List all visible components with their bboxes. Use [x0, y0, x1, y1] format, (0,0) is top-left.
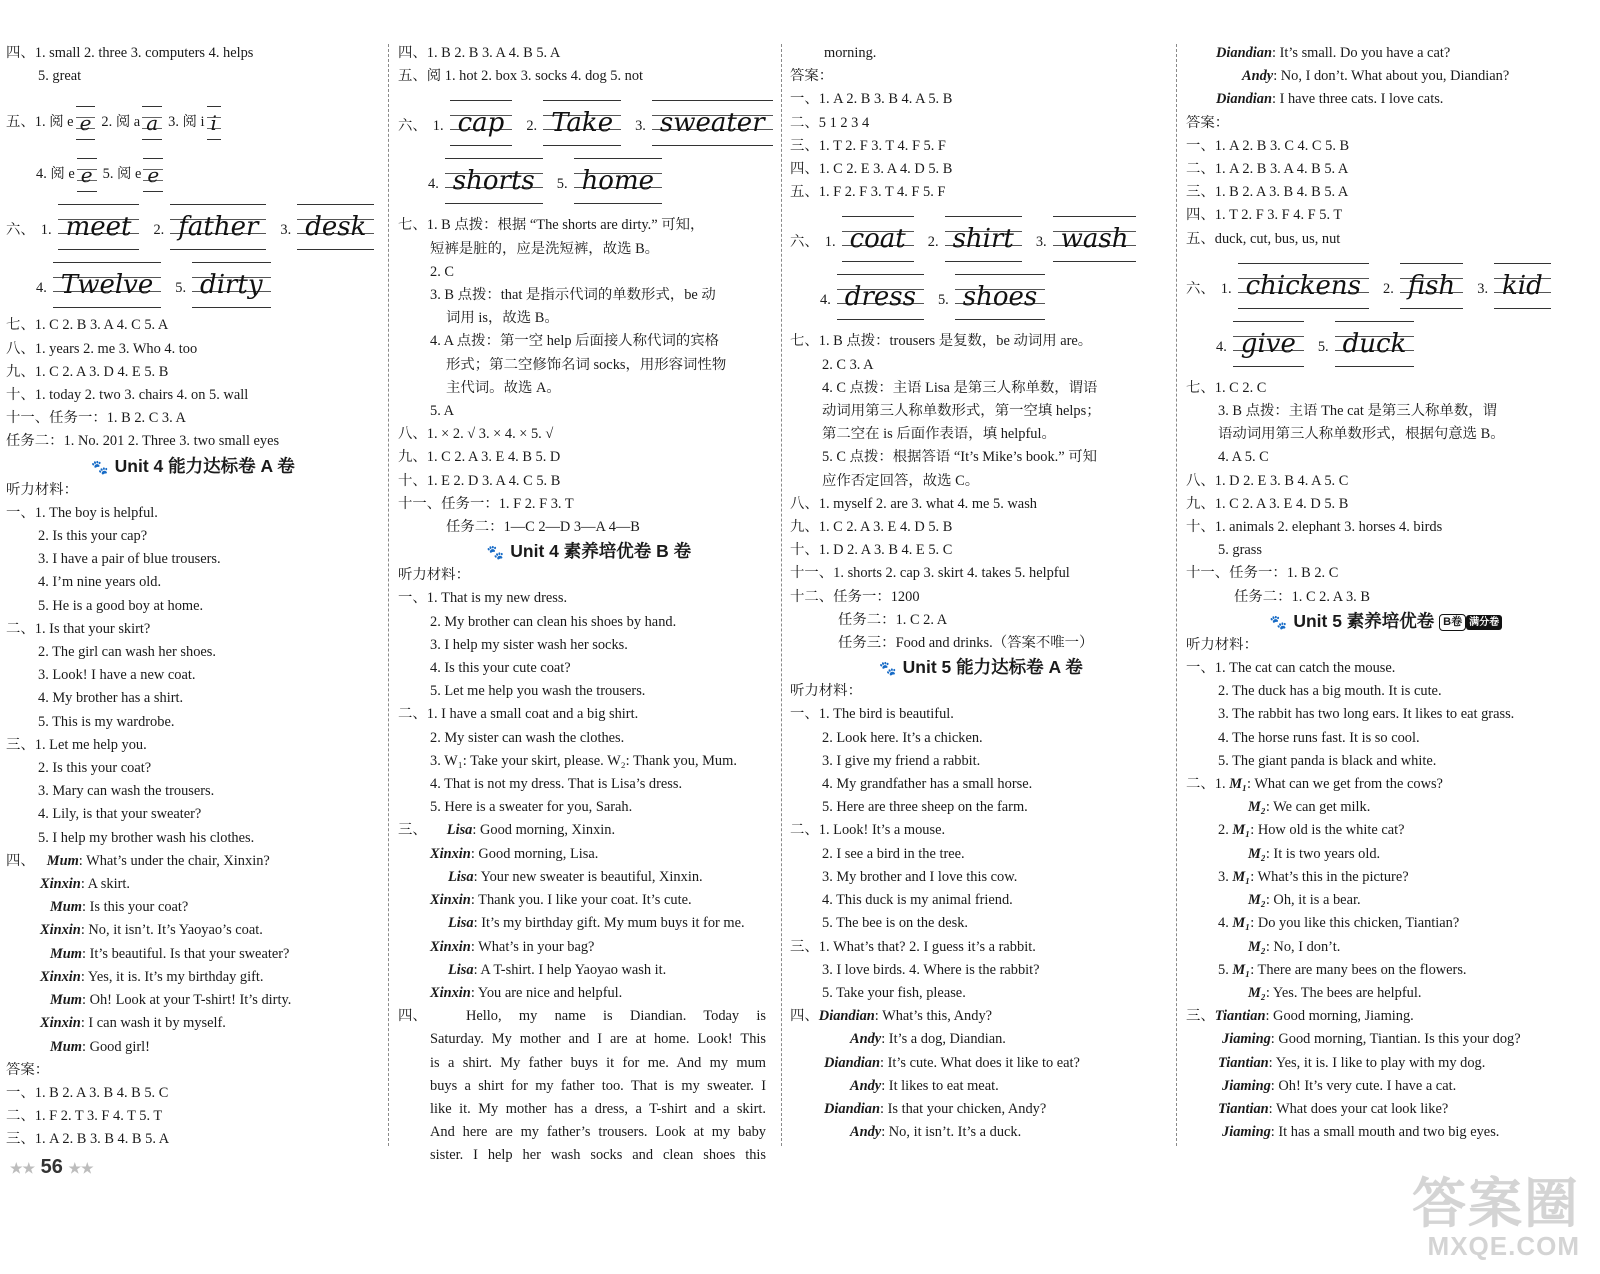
dialog-line: M₂: It is two years old. [1248, 845, 1381, 862]
explanation-line: 七、1. B 点拨：trousers 是复数，be 动词用 are。 [790, 333, 1093, 350]
handwritten-word: duck [1335, 321, 1415, 367]
listening-line: 2. My brother can clean his shoes by hand. [430, 613, 677, 630]
column-1 [6, 42, 380, 1152]
listening-line: 4. I’m nine years old. [38, 574, 162, 591]
listening-line: 二、1. I have a small coat and a big shirt. [398, 706, 639, 723]
dialog-line: M₂: Oh, it is a bear. [1248, 892, 1361, 909]
passage-end: morning. [824, 45, 877, 61]
answer-line: 四、1. C 2. E 3. A 4. D 5. B [790, 161, 953, 178]
explanation-line: 七、1. C 2. C [1186, 379, 1267, 396]
answer-line: 十一、任务一：1. B 2. C [1186, 565, 1339, 582]
dialog-line: 三、 Lisa: Good morning, Xinxin. [398, 822, 616, 839]
handwritten-word: dirty [192, 262, 271, 308]
answer-line: 四、1. B 2. B 3. A 4. B 5. A [398, 45, 561, 61]
dialog-line: M₂: We can get milk. [1248, 799, 1371, 816]
explanation-line: 形式；第二空修饰名词 socks，用形容词性物 [446, 356, 727, 373]
dialog-line: Xinxin: Yes, it is. It’s my birthday gift. [40, 968, 264, 985]
listening-line: 4. That is not my dress. That is Lisa’s dress. [430, 776, 683, 793]
dialog-line: Xinxin: Good morning, Lisa. [430, 845, 599, 862]
explanation-line: 2. C 3. A [822, 356, 874, 373]
listening-line: 4. My brother has a shirt. [38, 690, 184, 707]
dialog-line: 四、 Mum: What’s under the chair, Xinxin? [6, 852, 270, 869]
handwritten-word: desk [297, 204, 374, 250]
listening-line: 3. Look! I have a new coat. [38, 667, 196, 684]
explanation-line: 七、1. B 点拨：根据 “The shorts are dirty.” 可知， [398, 217, 705, 234]
handwriting-row: 六、 1. cap 2. Take 3. sweater [398, 88, 780, 146]
answer-line: 5. grass [1218, 542, 1262, 559]
listening-line: 2. My sister can wash the clothes. [430, 729, 625, 746]
answer-line: 八、1. D 2. E 3. B 4. A 5. C [1186, 472, 1349, 489]
listening-label: 听力材料： [1186, 636, 1258, 653]
listening-line: 4. The horse runs fast. It is so cool. [1218, 729, 1420, 746]
dialog-line: Diandian: I have three cats. I love cats. [1216, 91, 1444, 108]
dialog-line: Mum: Good girl! [50, 1038, 150, 1055]
listening-line: 5. Here are three sheep on the farm. [822, 799, 1028, 816]
dialog-line: Mum: Oh! Look at your T-shirt! It’s dirty. [50, 992, 292, 1009]
answer-line: 四、1. T 2. F 3. F 4. F 5. T [1186, 207, 1343, 224]
dialog-line: Xinxin: What’s in your bag? [430, 938, 595, 955]
explanation-line: 5. A [430, 403, 454, 420]
listening-line: 3. The rabbit has two long ears. It likes to eat grass. [1218, 706, 1515, 723]
answer-line: 任务二：1. C 2. A [838, 611, 948, 628]
column-4 [1186, 42, 1586, 1144]
dialog-line: Diandian: It’s small. Do you have a cat? [1216, 45, 1451, 61]
handwritten-word: kid [1494, 263, 1551, 309]
reading-passage: 四、 Hello, my name is Diandian. Today is Saturday. My mother and I are at home. Look! This is a shirt. My father buys it for me. And my mum buys a shirt for my father too. That is my sweater. I like it. My mother has a dress, a T-shirt and a skirt. And here are my father’s trousers. Look at my baby sister. I help her wash socks and clean shoes this [398, 1008, 766, 1164]
dialog-line: Lisa: It’s my birthday gift. My mum buys it for me. [448, 915, 745, 932]
listening-line: 5. This is my wardrobe. [38, 713, 175, 730]
dialog-line: 5. M₁: There are many bees on the flowers. [1218, 961, 1467, 978]
answer-line: 5. great [38, 68, 82, 85]
column-divider [781, 44, 782, 1146]
listening-line: 一、1. That is my new dress. [398, 590, 568, 607]
listening-line: 三、1. What’s that? 2. I guess it’s a rabbit. [790, 938, 1036, 955]
letter-answer-row [6, 140, 380, 192]
explanation-line: 4. A 5. C [1218, 449, 1269, 466]
handwriting-row: 4. dress 5. shoes [790, 262, 1172, 320]
answer-line: 五、duck, cut, bus, us, nut [1186, 230, 1341, 247]
handwriting-row: 4. give 5. duck [1186, 309, 1586, 367]
explanation-line: 4. A 点拨：第一空 help 后面接人称代词的宾格 [430, 333, 720, 350]
explanation-line: 短裤是脏的，应是洗短裤，故选 B。 [430, 240, 660, 257]
answer-line: 七、1. C 2. B 3. A 4. C 5. A [6, 317, 169, 334]
answer-line: 九、1. C 2. A 3. E 4. D 5. B [790, 519, 953, 536]
paw-icon: 🐾 [486, 544, 505, 561]
dialog-line: Diandian: It’s cute. What does it like to eat? [824, 1054, 1080, 1071]
watermark: 答案圈 MXQE.COM [1412, 1174, 1580, 1261]
handwritten-word: father [170, 204, 266, 250]
section-header: 🐾 Unit 4 能力达标卷 A 卷 [91, 455, 295, 476]
listening-label: 听力材料： [6, 481, 78, 498]
listening-line: 5. The giant panda is black and white. [1218, 752, 1437, 769]
answer-line: 十二、任务一：1200 [790, 588, 920, 605]
explanation-line: 4. C 点拨：主语 Lisa 是第三人称单数，谓语 [822, 379, 1098, 396]
dialog-line: Xinxin: A skirt. [40, 876, 130, 893]
column-divider [1176, 44, 1177, 1146]
explanation-line: 3. B 点拨：that 是指示代词的单数形式，be 动 [430, 287, 716, 304]
answer-line: 四、1. small 2. three 3. computers 4. helps [6, 45, 254, 61]
dialog-line: Jiaming: Oh! It’s very cute. I have a cat. [1222, 1077, 1457, 1094]
dialog-line: Jiaming: Good morning, Tiantian. Is this your dog? [1222, 1031, 1521, 1048]
listening-label: 听力材料： [790, 683, 862, 700]
listening-line: 3. I have a pair of blue trousers. [38, 551, 221, 568]
explanation-line: 语动词用第三人称单数形式，根据句意选 B。 [1218, 426, 1505, 443]
answer-line: 一、1. B 2. A 3. B 4. B 5. C [6, 1084, 169, 1101]
handwritten-word: fish [1400, 263, 1463, 309]
explanation-line: 第二空在 is 后面作表语，填 helpful。 [822, 426, 1056, 443]
dialog-line: Xinxin: You are nice and helpful. [430, 984, 623, 1001]
answer-line: 九、1. C 2. A 3. E 4. B 5. D [398, 449, 561, 466]
listening-line: 3. I love birds. 4. Where is the rabbit? [822, 961, 1040, 978]
answer-line: 任务二：1. No. 201 2. Three 3. two small eyes [6, 433, 280, 450]
page-number: ★★ 56 ★★ [10, 1156, 94, 1178]
column-divider [388, 44, 389, 1146]
answer-line: 二、1. F 2. T 3. F 4. T 5. T [6, 1108, 163, 1125]
explanation-line: 词用 is，故选 B。 [446, 310, 559, 327]
answer-line: 十一、任务一：1. F 2. F 3. T [398, 495, 574, 512]
section-label: 五、 [6, 114, 35, 131]
dialog-line: Andy: No, it isn’t. It’s a duck. [850, 1124, 1022, 1141]
listening-line: 5. Take your fish, please. [822, 984, 966, 1001]
listening-line: 5. I help my brother wash his clothes. [38, 829, 255, 846]
answer-line: 一、1. A 2. B 3. B 4. A 5. B [790, 91, 953, 108]
dialog-line: 2. M₁: How old is the white cat? [1218, 822, 1405, 839]
answer-line: 二、5 1 2 3 4 [790, 114, 870, 131]
dialog-line: Andy: No, I don’t. What about you, Diandian? [1242, 68, 1510, 85]
listening-line: 5. Let me help you wash the trousers. [430, 683, 646, 700]
answer-line: 任务二：1—C 2—D 3—A 4—B [446, 519, 640, 536]
listening-line: 2. Look here. It’s a chicken. [822, 729, 983, 746]
column-3 [790, 42, 1172, 1144]
listening-line: 5. He is a good boy at home. [38, 597, 204, 614]
handwriting-row: 六、 1. meet 2. father 3. desk [6, 192, 380, 250]
handwriting-row: 六、 1. chickens 2. fish 3. kid [1186, 251, 1586, 309]
explanation-line: 3. B 点拨：主语 The cat 是第三人称单数，谓 [1218, 403, 1497, 420]
level-badge: B卷 [1439, 614, 1466, 631]
star-icon: ★★ [68, 1160, 94, 1176]
explanation-line: 动词用第三人称单数形式，第一空填 helps； [822, 403, 1101, 420]
handwritten-word: cap [450, 100, 513, 146]
listening-line: 二、1. Look! It’s a mouse. [790, 822, 946, 839]
listening-line: 3. Mary can wash the trousers. [38, 783, 215, 800]
dialog-line: Diandian: Is that your chicken, Andy? [824, 1100, 1047, 1117]
dialog-line: 二、1. M₁: What can we get from the cows? [1186, 776, 1443, 793]
dialog-line: Xinxin: I can wash it by myself. [40, 1015, 226, 1032]
explanation-line: 5. C 点拨：根据答语 “It’s Mike’s book.” 可知 [822, 449, 1098, 466]
explanation-line: 主代词。故选 A。 [446, 379, 561, 396]
answer-line: 任务三：Food and drinks.（答案不唯一） [838, 635, 1094, 652]
listening-line: 2. Is this your cap? [38, 528, 148, 545]
listening-line: 4. Is this your cute coat? [430, 660, 571, 677]
letter-answer: 4. 阅 e e [36, 158, 97, 192]
answer-line: 九、1. C 2. A 3. D 4. E 5. B [6, 363, 169, 380]
handwritten-word: dress [837, 274, 924, 320]
answer-line: 九、1. C 2. A 3. E 4. D 5. B [1186, 495, 1349, 512]
answer-line: 一、1. A 2. B 3. C 4. C 5. B [1186, 137, 1350, 154]
star-icon: ★★ [10, 1160, 36, 1176]
answer-line: 三、1. B 2. A 3. B 4. B 5. A [1186, 184, 1349, 201]
answer-line: 八、1. years 2. me 3. Who 4. too [6, 340, 198, 357]
listening-label: 听力材料： [398, 567, 470, 584]
dialog-line: 4. M₁: Do you like this chicken, Tiantian? [1218, 915, 1460, 932]
answer-line: 十一、任务一：1. B 2. C 3. A [6, 410, 186, 427]
answers-label: 答案： [6, 1061, 50, 1078]
dialog-line: M₂: No, I don’t. [1248, 938, 1341, 955]
dialog-line: Andy: It likes to eat meat. [850, 1077, 999, 1094]
dialog-line: 3. M₁: What’s this in the picture? [1218, 868, 1409, 885]
handwritten-word: home [574, 158, 662, 204]
answer-line: 十、1. today 2. two 3. chairs 4. on 5. wall [6, 387, 249, 404]
handwritten-word: shirt [945, 216, 1022, 262]
listening-line: 2. The girl can wash her shoes. [38, 644, 216, 661]
dialog-line: Andy: It’s a dog, Diandian. [850, 1031, 1006, 1048]
section-header: 🐾 Unit 4 素养培优卷 B 卷 [486, 541, 692, 562]
handwriting-row: 六、 1. coat 2. shirt 3. wash [790, 204, 1172, 262]
letter-answer-row [6, 88, 380, 140]
listening-line: 一、1. The cat can catch the mouse. [1186, 660, 1396, 677]
dialog-line: Tiantian: Yes, it is. I like to play with my dog. [1218, 1054, 1486, 1071]
handwritten-word: wash [1053, 216, 1137, 262]
answer-line: 五、1. F 2. F 3. T 4. F 5. F [790, 184, 946, 201]
paw-icon: 🐾 [1269, 613, 1288, 630]
handwriting-row: 4. Twelve 5. dirty [6, 250, 380, 308]
listening-line: 3. I help my sister wash her socks. [430, 636, 628, 653]
listening-line: 4. My grandfather has a small horse. [822, 776, 1033, 793]
handwriting-row: 4. shorts 5. home [398, 146, 780, 204]
answers-label: 答案： [790, 68, 834, 85]
answer-line: 二、1. A 2. B 3. A 4. B 5. A [1186, 161, 1349, 178]
handwritten-word: shoes [955, 274, 1045, 320]
listening-line: 4. This duck is my animal friend. [822, 892, 1013, 909]
explanation-line: 2. C [430, 263, 454, 280]
listening-line: 3. W₁: Take your skirt, please. W₂: Thank you, Mum. [430, 752, 737, 769]
listening-line: 3. I give my friend a rabbit. [822, 752, 981, 769]
dialog-line: M₂: Yes. The bees are helpful. [1248, 984, 1422, 1001]
listening-line: 5. Here is a sweater for you, Sarah. [430, 799, 633, 816]
answer-line: 十、1. D 2. A 3. B 4. E 5. C [790, 542, 953, 559]
answer-line: 任务二：1. C 2. A 3. B [1234, 588, 1370, 605]
letter-answer: 5. 阅 e e [103, 158, 164, 192]
paw-icon: 🐾 [91, 458, 109, 475]
dialog-line: Mum: It’s beautiful. Is that your sweater? [50, 945, 290, 962]
answer-line: 八、1. × 2. √ 3. × 4. × 5. √ [398, 426, 554, 443]
column-2 [398, 42, 780, 1168]
listening-line: 一、1. The bird is beautiful. [790, 706, 954, 723]
dialog-line: Lisa: A T-shirt. I help Yaoyao wash it. [448, 961, 667, 978]
letter-answer: 1. 阅 e e [35, 106, 96, 140]
listening-line: 三、1. Let me help you. [6, 736, 147, 753]
answers-label: 答案： [1186, 114, 1230, 131]
handwritten-word: chickens [1238, 263, 1369, 309]
answer-line: 十一、1. shorts 2. cap 3. skirt 4. takes 5. helpful [790, 565, 1070, 582]
answer-line: 五、阅 1. hot 2. box 3. socks 4. dog 5. not [398, 68, 644, 85]
explanation-line: 应作否定回答，故选 C。 [822, 472, 980, 489]
handwritten-word: coat [842, 216, 914, 262]
listening-line: 二、1. Is that your skirt? [6, 620, 151, 637]
dialog-line: Lisa: Your new sweater is beautiful, Xinxin. [448, 868, 703, 885]
listening-line: 2. I see a bird in the tree. [822, 845, 965, 862]
section-header: 🐾 Unit 5 能力达标卷 A 卷 [879, 657, 1083, 678]
dialog-line: Tiantian: What does your cat look like? [1218, 1100, 1449, 1117]
handwritten-word: shorts [445, 158, 543, 204]
listening-line: 3. My brother and I love this cow. [822, 868, 1018, 885]
handwritten-word: Take [543, 100, 621, 146]
dialog-line: 三、Tiantian: Good morning, Jiaming. [1186, 1008, 1414, 1025]
listening-line: 一、1. The boy is helpful. [6, 504, 158, 521]
letter-answer: 3. 阅 i i [168, 106, 221, 140]
listening-line: 2. The duck has a big mouth. It is cute. [1218, 683, 1442, 700]
handwritten-word: sweater [652, 100, 773, 146]
listening-line: 4. Lily, is that your sweater? [38, 806, 202, 823]
full-score-badge: 满分卷 [1466, 615, 1502, 630]
dialog-line: Xinxin: Thank you. I like your coat. It’s cute. [430, 892, 692, 909]
answer-line: 十、1. E 2. D 3. A 4. C 5. B [398, 472, 561, 489]
listening-line: 2. Is this your coat? [38, 760, 152, 777]
dialog-line: 四、Diandian: What’s this, Andy? [790, 1008, 993, 1025]
dialog-line: Mum: Is this your coat? [50, 899, 189, 916]
letter-answer: 2. 阅 a a [101, 106, 162, 140]
paw-icon: 🐾 [879, 660, 897, 677]
answer-line: 三、1. T 2. F 3. T 4. F 5. F [790, 137, 946, 154]
section-header: 🐾 Unit 5 素养培优卷 B卷 满分卷 [1186, 609, 1586, 634]
handwritten-word: Twelve [53, 262, 161, 308]
dialog-line: Jiaming: It has a small mouth and two big eyes. [1222, 1124, 1500, 1141]
answer-line: 八、1. myself 2. are 3. what 4. me 5. wash [790, 495, 1037, 512]
answer-line: 三、1. A 2. B 3. B 4. B 5. A [6, 1131, 170, 1148]
handwritten-word: give [1233, 321, 1304, 367]
dialog-line: Xinxin: No, it isn’t. It’s Yaoyao’s coat. [40, 922, 263, 939]
answer-line: 十、1. animals 2. elephant 3. horses 4. birds [1186, 519, 1443, 536]
listening-line: 5. The bee is on the desk. [822, 915, 969, 932]
handwritten-word: meet [58, 204, 140, 250]
